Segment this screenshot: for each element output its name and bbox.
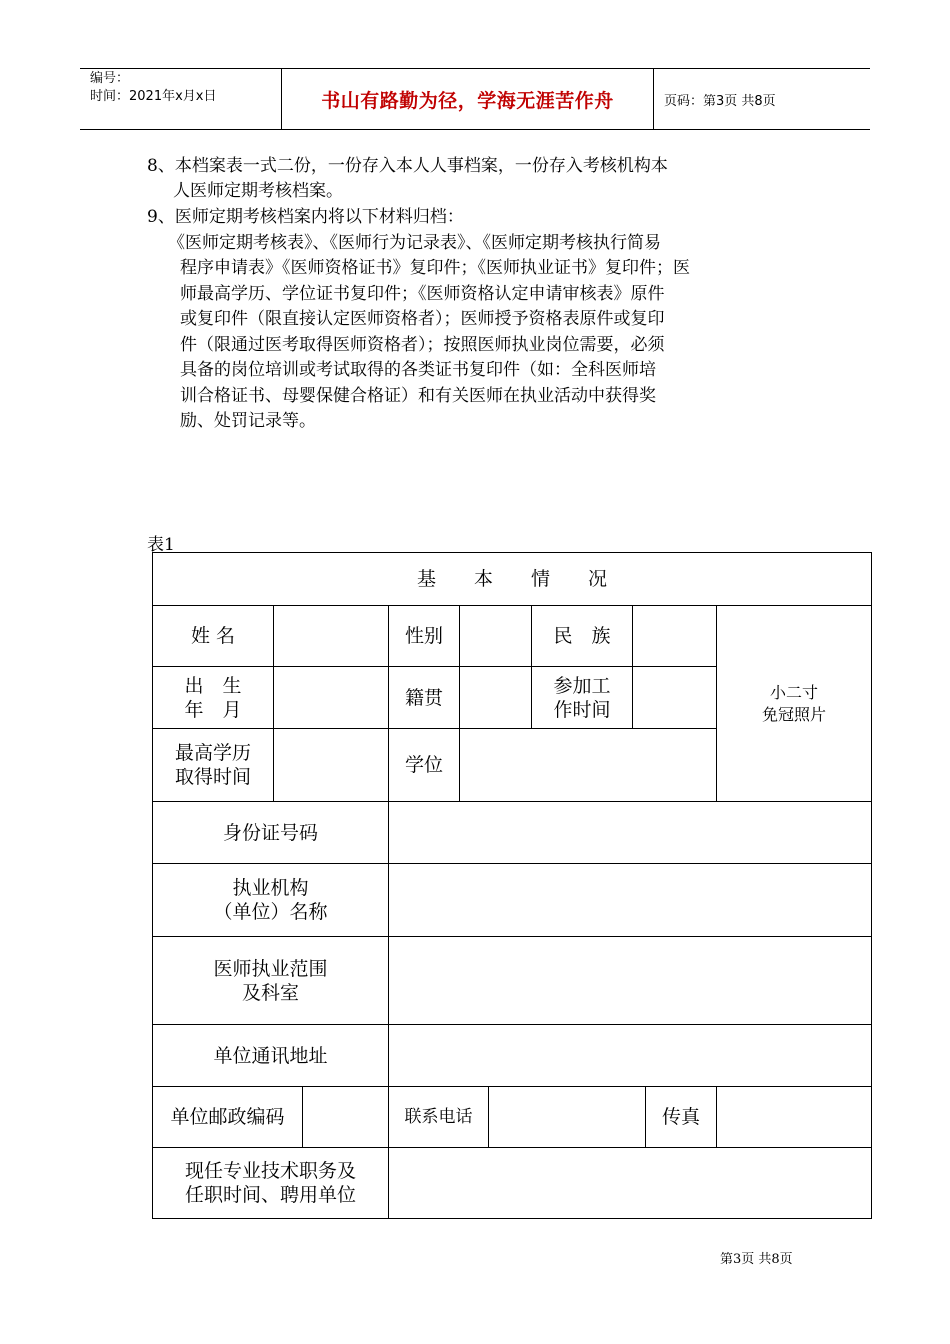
gender-field[interactable] (459, 605, 532, 667)
header-page-info: 页码：第3页 共8页 (664, 93, 776, 109)
item8-line2: 人医师定期考核档案。 (173, 181, 343, 201)
doc-number-label: 编号： (90, 71, 130, 86)
item9-text-line: 励、处罚记录等。 (180, 411, 316, 431)
page-header (80, 68, 870, 130)
work-start-label: 参加工 作时间 (531, 666, 633, 729)
work-start-field[interactable] (632, 666, 717, 729)
fax-field[interactable] (716, 1086, 872, 1148)
photo-box[interactable]: 小二寸 免冠照片 (716, 605, 872, 802)
header-meta-cell (80, 69, 282, 129)
item9-text-line: 训合格证书、母婴保健合格证）和有关医师在执业活动中获得奖 (180, 386, 656, 406)
name-field[interactable] (273, 605, 389, 667)
item9-text-line: 具备的岗位培训或考试取得的各类证书复印件（如：全科医师培 (180, 360, 656, 380)
header-page-cell (654, 69, 870, 129)
item9-text-line: 件（限通过医考取得医师资格者）；按照医师执业岗位需要，必须 (180, 335, 665, 355)
position-field[interactable] (388, 1147, 872, 1219)
institution-label: 执业机构 （单位）名称 (152, 863, 389, 937)
id-number-label: 身份证号码 (152, 801, 389, 864)
degree-field[interactable] (459, 728, 717, 802)
degree-label: 学位 (388, 728, 460, 802)
item9-text-line: 程序申请表》《医师资格证书》复印件；《医师执业证书》复印件；医 (180, 258, 690, 278)
ethnicity-field[interactable] (632, 605, 717, 667)
item9-text-line: 或复印件（限直接认定医师资格者）；医师授予资格表原件或复印 (180, 309, 665, 329)
name-label: 姓 名 (152, 605, 274, 667)
postcode-field[interactable] (302, 1086, 389, 1148)
doc-time-label: 时间：2021年x月x日 (90, 89, 217, 104)
item9-text-line: 师最高学历、学位证书复印件；《医师资格认定申请审核表》原件 (180, 284, 665, 304)
birth-label: 出 生 年 月 (152, 666, 274, 729)
id-number-field[interactable] (388, 801, 872, 864)
table-label: 表1 (147, 535, 175, 555)
fax-label: 传真 (645, 1086, 717, 1148)
address-field[interactable] (388, 1024, 872, 1087)
education-time-label: 最高学历 取得时间 (152, 728, 274, 802)
address-label: 单位通讯地址 (152, 1024, 389, 1087)
basic-info-table (152, 552, 872, 1219)
education-time-field[interactable] (273, 728, 389, 802)
postcode-label: 单位邮政编码 (152, 1086, 303, 1148)
item9-text-line: 《医师定期考核表》、《医师行为记录表》、《医师定期考核执行简易 (168, 233, 661, 253)
phone-field[interactable] (488, 1086, 646, 1148)
item8-line1: 8、本档案表一式二份，一份存入本人人事档案，一份存入考核机构本 (147, 156, 668, 176)
phone-label: 联系电话 (388, 1086, 489, 1148)
institution-field[interactable] (388, 863, 872, 937)
position-label: 现任专业技术职务及 任职时间、聘用单位 (152, 1147, 389, 1219)
gender-label: 性别 (388, 605, 460, 667)
birth-field[interactable] (273, 666, 389, 729)
page-footer: 第3页 共8页 (720, 1252, 793, 1267)
ethnicity-label: 民 族 (531, 605, 633, 667)
native-place-field[interactable] (459, 666, 532, 729)
scope-field[interactable] (388, 936, 872, 1025)
table-title: 基 本 情 况 (152, 552, 872, 606)
native-place-label: 籍贯 (388, 666, 460, 729)
scope-label: 医师执业范围 及科室 (152, 936, 389, 1025)
item9-line1: 9、医师定期考核档案内将以下材料归档： (147, 207, 464, 227)
header-motto: 书山有路勤为径，学海无涯苦作舟 (321, 89, 614, 112)
header-motto-cell (282, 69, 654, 129)
